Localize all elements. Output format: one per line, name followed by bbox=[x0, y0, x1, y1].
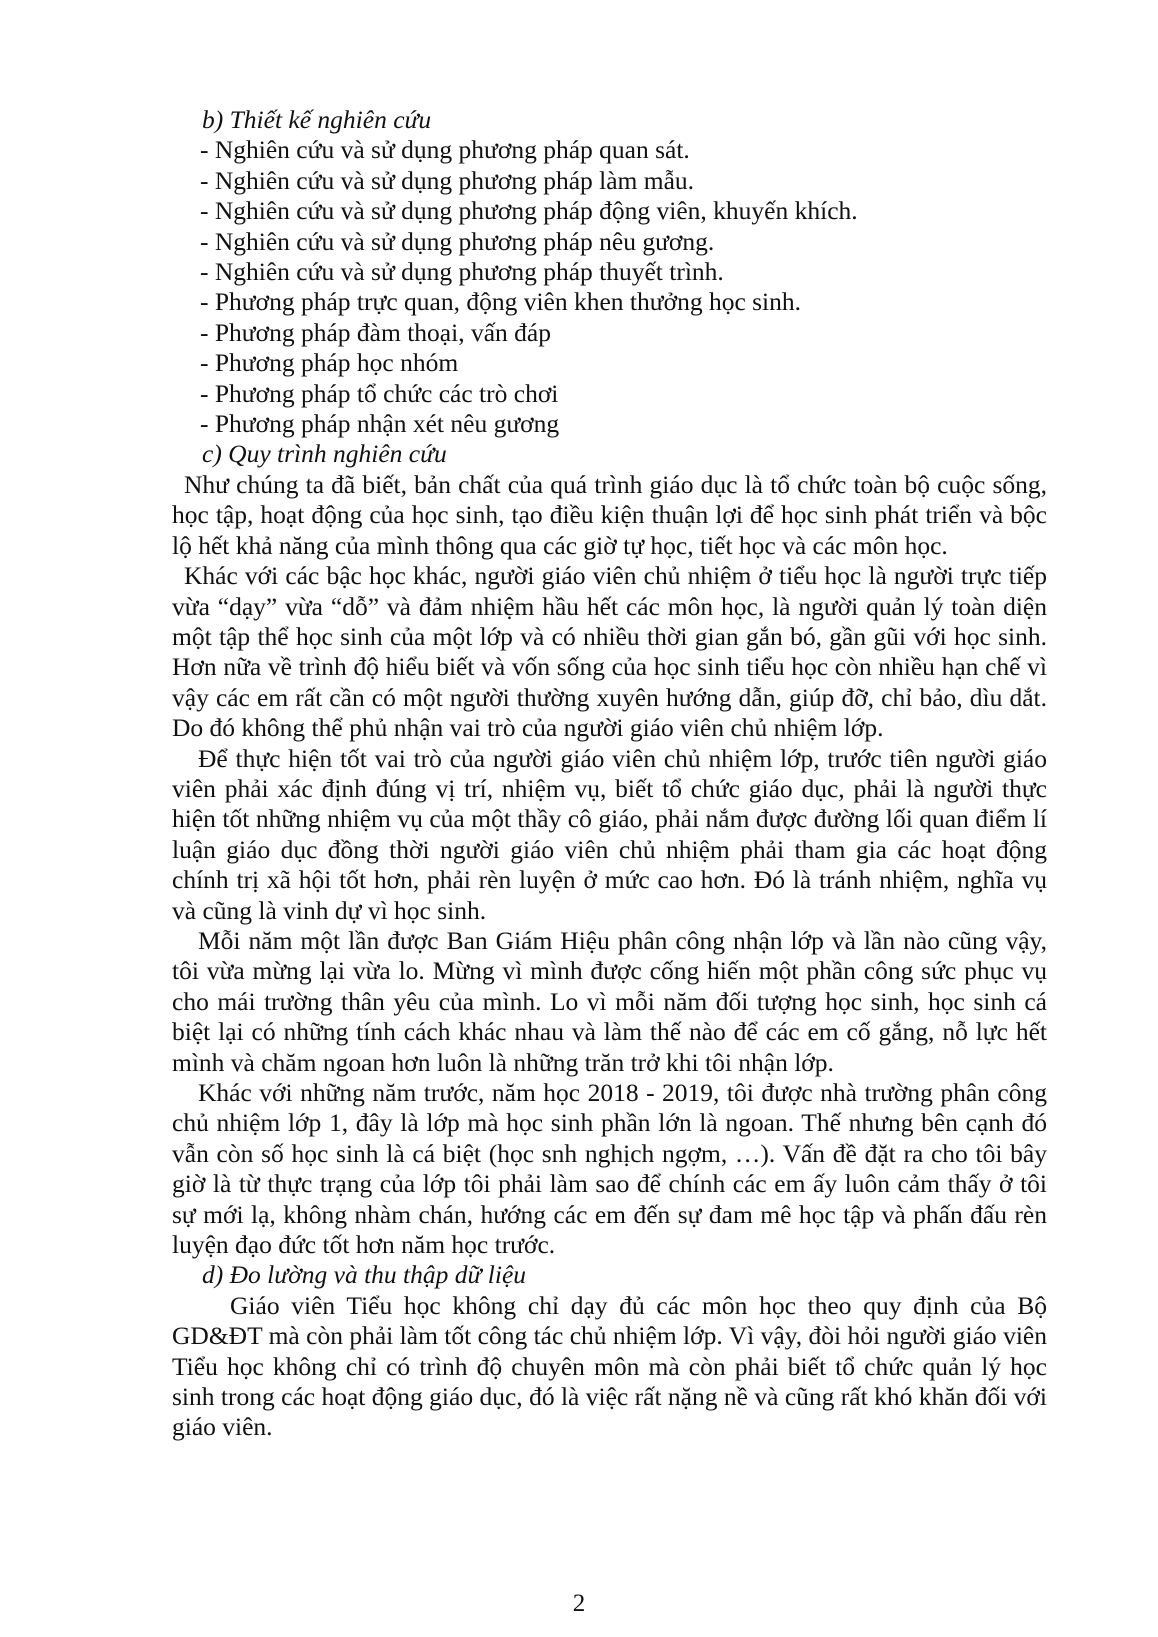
method-item: - Phương pháp tổ chức các trò chơi bbox=[200, 378, 559, 408]
method-item: - Phương pháp nhận xét nêu gương bbox=[200, 409, 560, 439]
method-item: - Nghiên cứu và sử dụng phương pháp nêu gương. bbox=[200, 226, 715, 256]
body-paragraph: Để thực hiện tốt vai trò của người giáo viên chủ nhiệm lớp, trước tiên người giáo viên phải xác định đúng vị trí, nhiệm vụ, biết tổ chức giáo dục, phải là người thực hiện tốt những nhiệm vụ của một thầy cô giáo, phải nắm được đường lối quan điểm lí luận giáo dục đồng thời người giáo viên chủ nhiệm phải tham gia các hoạt động chính trị xã hội tốt hơn, phải rèn luyện ở mức cao hơn. Đó là tránh nhiệm, nghĩa vụ và cũng là vinh dự vì học sinh. bbox=[172, 743, 1047, 925]
method-item: - Phương pháp học nhóm bbox=[200, 348, 459, 378]
text-column bbox=[172, 105, 1047, 1443]
body-paragraph: Mỗi năm một lần được Ban Giám Hiệu phân công nhận lớp và lần nào cũng vậy, tôi vừa mừng lại vừa lo. Mừng vì mình được cống hiến một phần công sức phục vụ cho mái trường thân yêu của mình. Lo vì mỗi năm đối tượng học sinh, học sinh cá biệt lại có những tính cách khác nhau và làm thế nào để các em cố gắng, nỗ lực hết mình và chăm ngoan hơn luôn là những trăn trở khi tôi nhận lớp. bbox=[172, 925, 1047, 1077]
body-paragraph: Giáo viên Tiểu học không chỉ dạy đủ các môn học theo quy định của Bộ GD&ĐT mà còn phải làm tốt công tác chủ nhiệm lớp. Vì vậy, đòi hỏi người giáo viên Tiểu học không chỉ có trình độ chuyên môn mà còn phải biết tổ chức quản lý học sinh trong các hoạt động giáo dục, đó là việc rất nặng nề và cũng rất khó khăn đối với giáo viên. bbox=[172, 1290, 1047, 1442]
section-heading-b: b) Thiết kế nghiên cứu bbox=[202, 105, 432, 134]
body-paragraph: Như chúng ta đã biết, bản chất của quá trình giáo dục là tổ chức toàn bộ cuộc sống, học tập, hoạt động của học sinh, tạo điều kiện thuận lợi để học sinh phát triển và bộc lộ hết khả năng của mình thông qua các giờ tự học, tiết học và các môn học. bbox=[172, 469, 1047, 560]
page-number: 2 bbox=[572, 1590, 586, 1617]
method-item: - Nghiên cứu và sử dụng phương pháp thuyết trình. bbox=[200, 257, 724, 287]
method-item: - Phương pháp trực quan, động viên khen thưởng học sinh. bbox=[200, 287, 802, 317]
body-paragraph: Khác với các bậc học khác, người giáo viên chủ nhiệm ở tiểu học là người trực tiếp vừa “dạy” vừa “dỗ” và đảm nhiệm hầu hết các môn học, là người quản lý toàn diện một tập thể học sinh của một lớp và có nhiều thời gian gắn bó, gần gũi với học sinh. Hơn nữa về trình độ hiểu biết và vốn sống của học sinh tiểu học còn nhiều hạn chế vì vậy các em rất cần có một người thường xuyên hướng dẫn, giúp đỡ, chỉ bảo, dìu dắt. Do đó không thể phủ nhận vai trò của người giáo viên chủ nhiệm lớp. bbox=[172, 561, 1047, 743]
section-heading-c: c) Quy trình nghiên cứu bbox=[202, 439, 447, 469]
body-paragraph: Khác với những năm trước, năm học 2018 - 2019, tôi được nhà trường phân công chủ nhiệm lớp 1, đây là lớp mà học sinh phần lớn là ngoan. Thế nhưng bên cạnh đó vẫn còn số học sinh là cá biệt (học snh nghịch ngợm, …). Vấn đề đặt ra cho tôi bây giờ là từ thực trạng của lớp tôi phải làm sao để chính các em ấy luôn cảm thấy ở tôi sự mới lạ, không nhàm chán, hướng các em đến sự đam mê học tập và phấn đấu rèn luyện đạo đức tốt hơn năm học trước. bbox=[172, 1078, 1047, 1260]
method-item: - Phương pháp đàm thoại, vấn đáp bbox=[200, 317, 551, 347]
method-item: - Nghiên cứu và sử dụng phương pháp quan sát. bbox=[200, 135, 690, 165]
method-item: - Nghiên cứu và sử dụng phương pháp động viên, khuyến khích. bbox=[200, 196, 858, 226]
section-heading-d: d) Đo lường và thu thập dữ liệu bbox=[202, 1260, 527, 1290]
method-item: - Nghiên cứu và sử dụng phương pháp làm mẫu. bbox=[200, 165, 695, 195]
